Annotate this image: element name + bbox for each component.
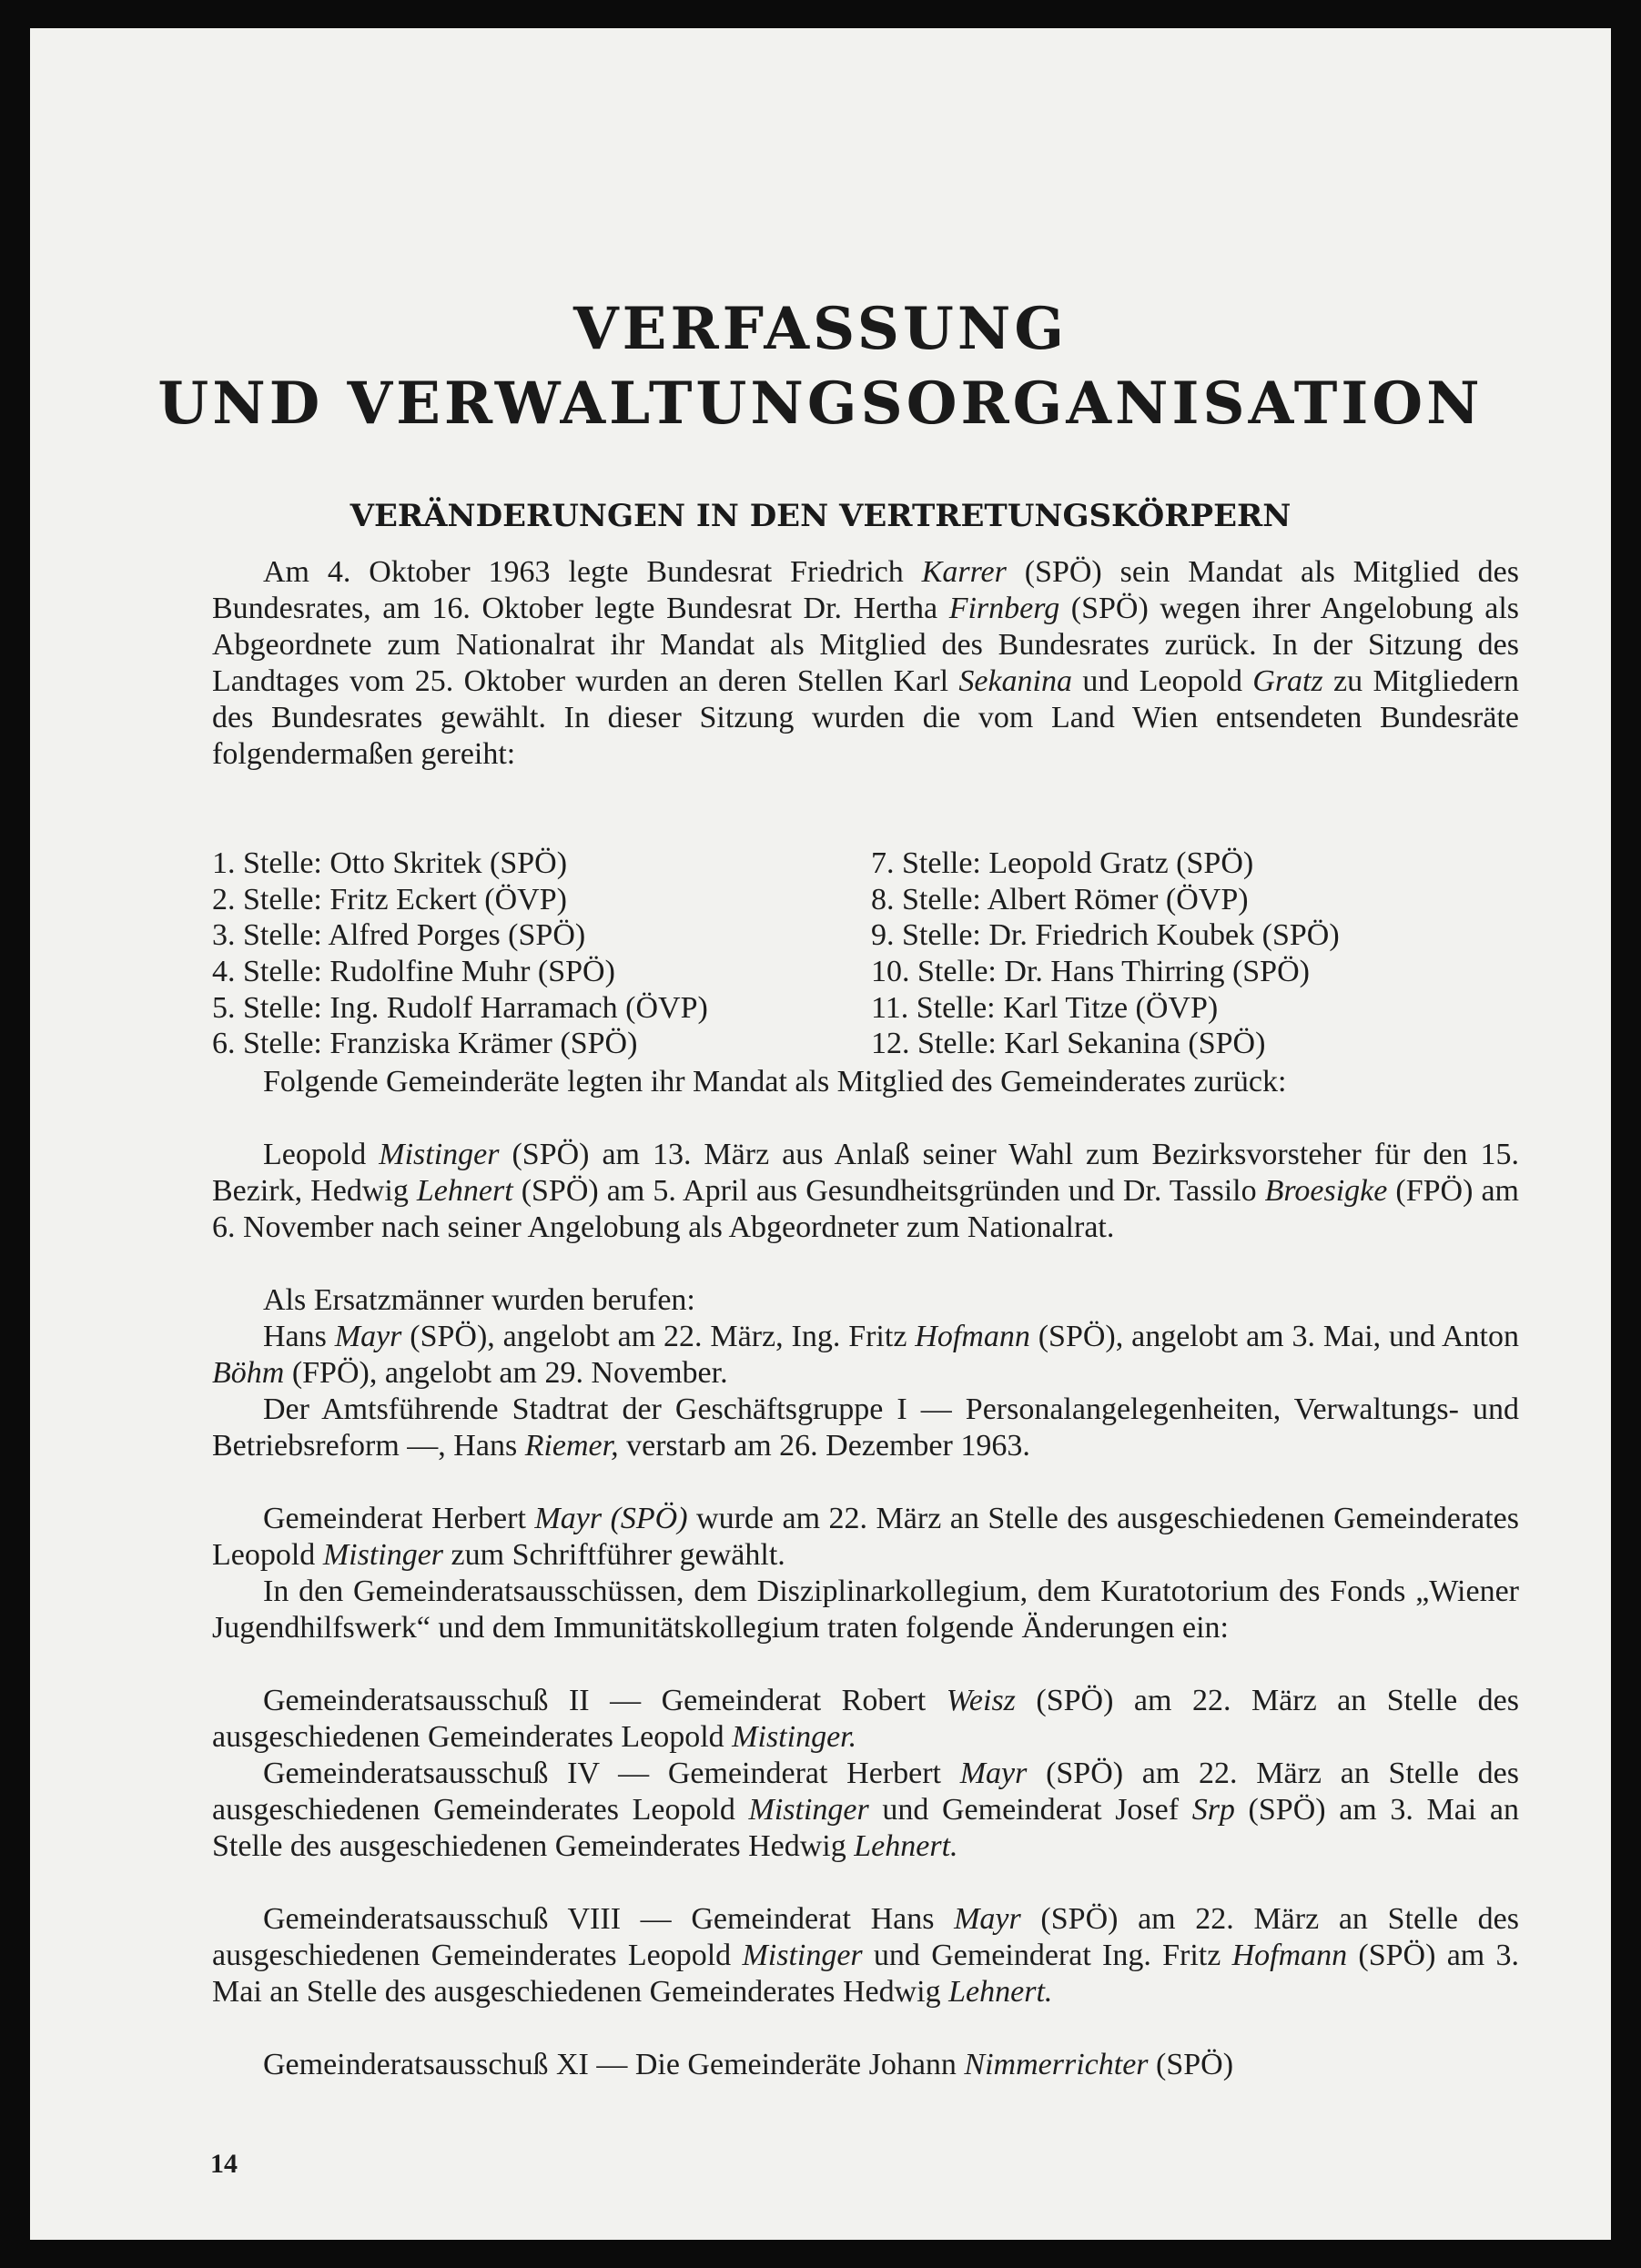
stelle-entry: 7. Stelle: Leopold Gratz (SPÖ): [871, 846, 1254, 880]
stelle-entry: 9. Stelle: Dr. Friedrich Koubek (SPÖ): [871, 918, 1340, 953]
text-run: (SPÖ) am 22. März an Stelle des ausgeschiedenen Gemeinderates Leopold: [212, 1684, 1520, 1754]
text-run: Am 4. Oktober 1963 legte Bundesrat Friedrich: [263, 555, 922, 589]
italic-name: Srp: [1191, 1793, 1235, 1827]
text-run: (SPÖ) am 22. März an Stelle des ausgeschiedenen Gemeinderates Leopold: [212, 1902, 1519, 1972]
text-run: (FPÖ), angelobt am 29. November.: [284, 1356, 728, 1390]
text-run: Gemeinderatsausschuß II — Gemeinderat Robert: [263, 1684, 947, 1717]
paragraph-berufen: [212, 1319, 1519, 1392]
text-run: (SPÖ) am 22. März an Stelle des ausgeschiedenen Gemeinderates Leopold: [212, 1757, 1519, 1827]
stellen-right-column: [871, 845, 1519, 1062]
text-run: verstarb am 26. Dezember 1963.: [618, 1429, 1030, 1463]
stelle-entry: 10. Stelle: Dr. Hans Thirring (SPÖ): [871, 955, 1310, 989]
italic-name: Mistinger: [742, 1939, 863, 1972]
italic-name: Mistinger: [379, 1138, 500, 1171]
stelle-entry: 4. Stelle: Rudolfine Muhr (SPÖ): [212, 955, 615, 989]
text-run: (SPÖ), angelobt am 22. März, Ing. Fritz: [401, 1320, 916, 1353]
text-run: (SPÖ) am 3. Mai an Stelle des ausgeschiedenen Gemeinderates Hedwig: [212, 1793, 1519, 1863]
text-run: Gemeinderatsausschuß XI — Die Gemeinderäte Johann: [263, 2048, 965, 2081]
paragraph-ausschuss-viii: [212, 1901, 1519, 2010]
text-run: wurde am 22. März an Stelle des ausgeschiedenen Gemeinderates Leopold: [212, 1502, 1520, 1572]
paragraph-schriftfuehrer: [212, 1501, 1519, 1574]
stelle-entry: 8. Stelle: Albert Römer (ÖVP): [871, 882, 1249, 916]
page-number: 14: [210, 2149, 238, 2179]
italic-name: Mayr (SPÖ): [534, 1502, 688, 1535]
text-run: Als Ersatzmänner wurden berufen:: [263, 1283, 695, 1317]
text-run: (SPÖ) am 5. April aus Gesundheitsgründen und Dr. Tassilo: [512, 1174, 1265, 1208]
stelle-entry: 5. Stelle: Ing. Rudolf Harramach (ÖVP): [212, 990, 708, 1025]
italic-name: Hofmann: [915, 1320, 1030, 1353]
paragraph-mistinger: [212, 1137, 1519, 1246]
paragraph-bundesrat: [212, 554, 1519, 773]
italic-name: Riemer,: [524, 1429, 619, 1463]
paragraph-ausschuss-iv: [212, 1756, 1519, 1865]
text-run: und Gemeinderat Ing. Fritz: [862, 1939, 1232, 1972]
text-run: (SPÖ) wegen ihrer Angelobung als Abgeordnete zum Nationalrat ihr Mandat als Mitglied des Bundesrates zurück. In der Sitzung des Landtages vom 25. Oktober wurden an deren Stellen Karl: [212, 592, 1519, 698]
italic-name: Sekanina: [958, 664, 1072, 698]
italic-name: Hofmann: [1231, 1939, 1348, 1972]
italic-name: Mayr: [959, 1757, 1028, 1790]
text-run: Gemeinderatsausschuß IV — Gemeinderat Herbert: [263, 1757, 960, 1790]
paragraph-ausschuesse: [212, 1574, 1519, 1646]
text-run: und Leopold: [1072, 664, 1253, 698]
paragraph-ersatzmaenner: [212, 1282, 1519, 1319]
italic-name: Karrer: [921, 555, 1007, 589]
text-run: Hans: [263, 1320, 335, 1353]
document-page: [30, 28, 1611, 2240]
text-run: (SPÖ) sein Mandat als Mitglied des Bundesrates, am 16. Oktober legte Bundesrat Dr. Hertha: [212, 555, 1519, 625]
italic-name: Lehnert.: [948, 1975, 1053, 2009]
text-run: In den Gemeinderatsausschüssen, dem Disziplinarkollegium, dem Kuratotorium des Fonds „Wiener Jugendhilfswerk“ und dem Immunitätskollegium traten folgende Änderungen ein:: [212, 1574, 1519, 1645]
text-run: (FPÖ) am 6. November nach seiner Angelobung als Abgeordneter zum Nationalrat.: [212, 1174, 1519, 1244]
stelle-entry: 3. Stelle: Alfred Porges (SPÖ): [212, 918, 586, 953]
italic-name: Böhm: [212, 1356, 285, 1390]
stelle-entry: 6. Stelle: Franziska Krämer (SPÖ): [212, 1027, 638, 1061]
paragraph-ausschuss-ii: [212, 1683, 1519, 1756]
italic-name: Mayr: [954, 1902, 1021, 1936]
paragraph-stadtrat: [212, 1392, 1519, 1464]
text-run: (SPÖ) am 3. Mai an Stelle des ausgeschiedenen Gemeinderates Hedwig: [212, 1939, 1519, 2009]
section-heading: VERÄNDERUNGEN IN DEN VERTRETUNGSKÖRPERN: [349, 498, 1292, 534]
text-run: (SPÖ) am 13. März aus Anlaß seiner Wahl zum Bezirksvorsteher für den 15. Bezirk, Hedwig: [212, 1138, 1519, 1208]
italic-name: Mayr: [334, 1320, 402, 1353]
text-run: (SPÖ): [1148, 2048, 1234, 2081]
italic-name: Firnberg: [948, 592, 1060, 625]
text-run: Leopold: [263, 1138, 380, 1171]
stellen-left-column: [212, 845, 849, 1062]
text-run: Gemeinderatsausschuß VIII — Gemeinderat Hans: [263, 1902, 955, 1936]
text-run: und Gemeinderat Josef: [868, 1793, 1192, 1827]
italic-name: Mistinger: [322, 1538, 444, 1572]
text-run: zu Mitgliedern des Bundesrates gewählt. In dieser Sitzung wurden die vom Land Wien entsendeten Bundesräte folgendermaßen gereiht:: [212, 664, 1519, 771]
italic-name: Mistinger: [748, 1793, 869, 1827]
italic-name: Mistinger.: [732, 1720, 857, 1754]
paragraph-gemeinderaete: [212, 1064, 1519, 1100]
text-run: zum Schriftführer gewählt.: [443, 1538, 785, 1572]
text-run: Folgende Gemeinderäte legten ihr Mandat als Mitglied des Gemeinderates zurück:: [263, 1065, 1287, 1099]
text-run: Gemeinderat Herbert: [263, 1502, 535, 1535]
stelle-entry: 2. Stelle: Fritz Eckert (ÖVP): [212, 882, 567, 916]
text-run: Der Amtsführende Stadtrat der Geschäftsgruppe I — Personalangelegenheiten, Verwaltungs- und Betriebsreform —, Hans: [212, 1392, 1519, 1463]
italic-name: Nimmerrichter: [964, 2048, 1149, 2081]
stelle-entry: 1. Stelle: Otto Skritek (SPÖ): [212, 846, 568, 880]
title-line-2: UND VERWALTUNGSORGANISATION: [157, 370, 1484, 438]
stelle-entry: 11. Stelle: Karl Titze (ÖVP): [871, 990, 1219, 1025]
stelle-entry: 12. Stelle: Karl Sekanina (SPÖ): [871, 1027, 1266, 1061]
italic-name: Gratz: [1252, 664, 1323, 698]
italic-name: Weisz: [946, 1684, 1016, 1717]
title-line-1: VERFASSUNG: [573, 295, 1068, 363]
text-run: (SPÖ), angelobt am 3. Mai, und Anton: [1029, 1320, 1519, 1353]
italic-name: Lehnert.: [854, 1829, 958, 1863]
italic-name: Broesigke: [1264, 1174, 1388, 1208]
italic-name: Lehnert: [416, 1174, 513, 1208]
paragraph-ausschuss-xi: [212, 2047, 1519, 2083]
